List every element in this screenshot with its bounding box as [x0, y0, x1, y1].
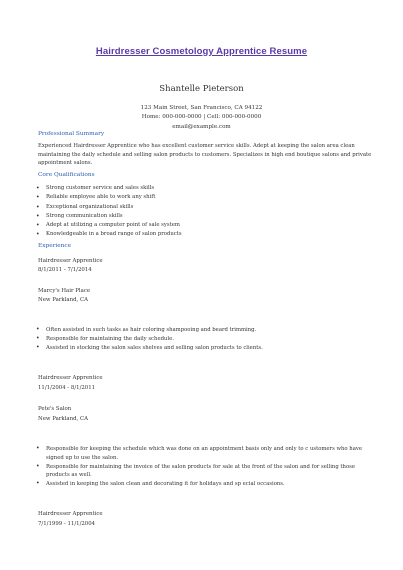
list-item: • Reliable employee able to work any shift: [36, 193, 182, 202]
job-dates: 11/1/2004 - 8/1/2011: [38, 385, 96, 391]
contact-block: [0, 104, 403, 132]
job-title: Hairdresser Apprentice: [38, 258, 103, 264]
candidate-name: Shantelle Pieterson: [159, 84, 244, 94]
job-duties-list: [36, 445, 368, 489]
job-duties-list: [36, 326, 368, 352]
qualifications-list: [36, 184, 182, 240]
job-title: Hairdresser Apprentice: [38, 375, 103, 381]
list-item: • Often assisted in such tasks as hair coloring shampooing and beard trimming.: [36, 326, 368, 335]
contact-address: 123 Main Street, San Francisco, CA 94122: [140, 105, 263, 111]
qualifications-heading: Core Qualifications: [38, 172, 95, 178]
experience-heading: Experience: [38, 243, 72, 249]
job-dates: 8/1/2011 - 7/1/2014: [38, 267, 92, 273]
summary-text: Experienced Hairdresser Apprentice who has excellent customer service skills. Adept at keeping the salon area clean maintaining the daily schedule and selling salon products to customers. Specializes in high end boutique salons and private appointment salons.: [38, 143, 372, 167]
list-item: • Strong communication skills: [36, 212, 182, 221]
list-item: • Strong customer service and sales skills: [36, 184, 182, 193]
list-item: • Assisted in stocking the salon sales shelves and selling salon products to clients.: [36, 344, 368, 353]
list-item: • Responsible for keeping the schedule which was done on an appointment basis only and only to c ustomers who have signed up to use the salon.: [36, 445, 368, 463]
contact-email: email@example.com: [172, 123, 231, 130]
job-dates: 7/1/1999 - 11/1/2004: [38, 521, 96, 527]
job-employer: Pete's Salon: [38, 406, 72, 412]
list-item: • Assisted in keeping the salon clean and decorating it for holidays and sp ecial occasions.: [36, 480, 368, 489]
list-item: • Exceptional organizational skills: [36, 203, 182, 212]
list-item: • Adept at utilizing a computer point of sale system: [36, 221, 182, 230]
list-item: • Knowledgeable in a broad range of salon products: [36, 230, 182, 239]
job-location: New Parkland, CA: [38, 416, 88, 422]
list-item: • Responsible for maintaining the daily schedule.: [36, 335, 368, 344]
job-title: Hairdresser Apprentice: [38, 511, 103, 517]
job-employer: Marcy's Hair Place: [38, 288, 91, 294]
summary-heading: Professional Summary: [38, 131, 105, 137]
contact-phones: Home: 000-000-0000 | Cell: 000-000-0000: [141, 114, 262, 121]
list-item: • Responsible for maintaining the invoice of the salon products for sale at the front of the salon and for selling those products as well.: [36, 463, 368, 481]
document-title: Hairdresser Cosmetology Apprentice Resume: [95, 46, 308, 57]
job-location: New Parkland, CA: [38, 297, 88, 303]
